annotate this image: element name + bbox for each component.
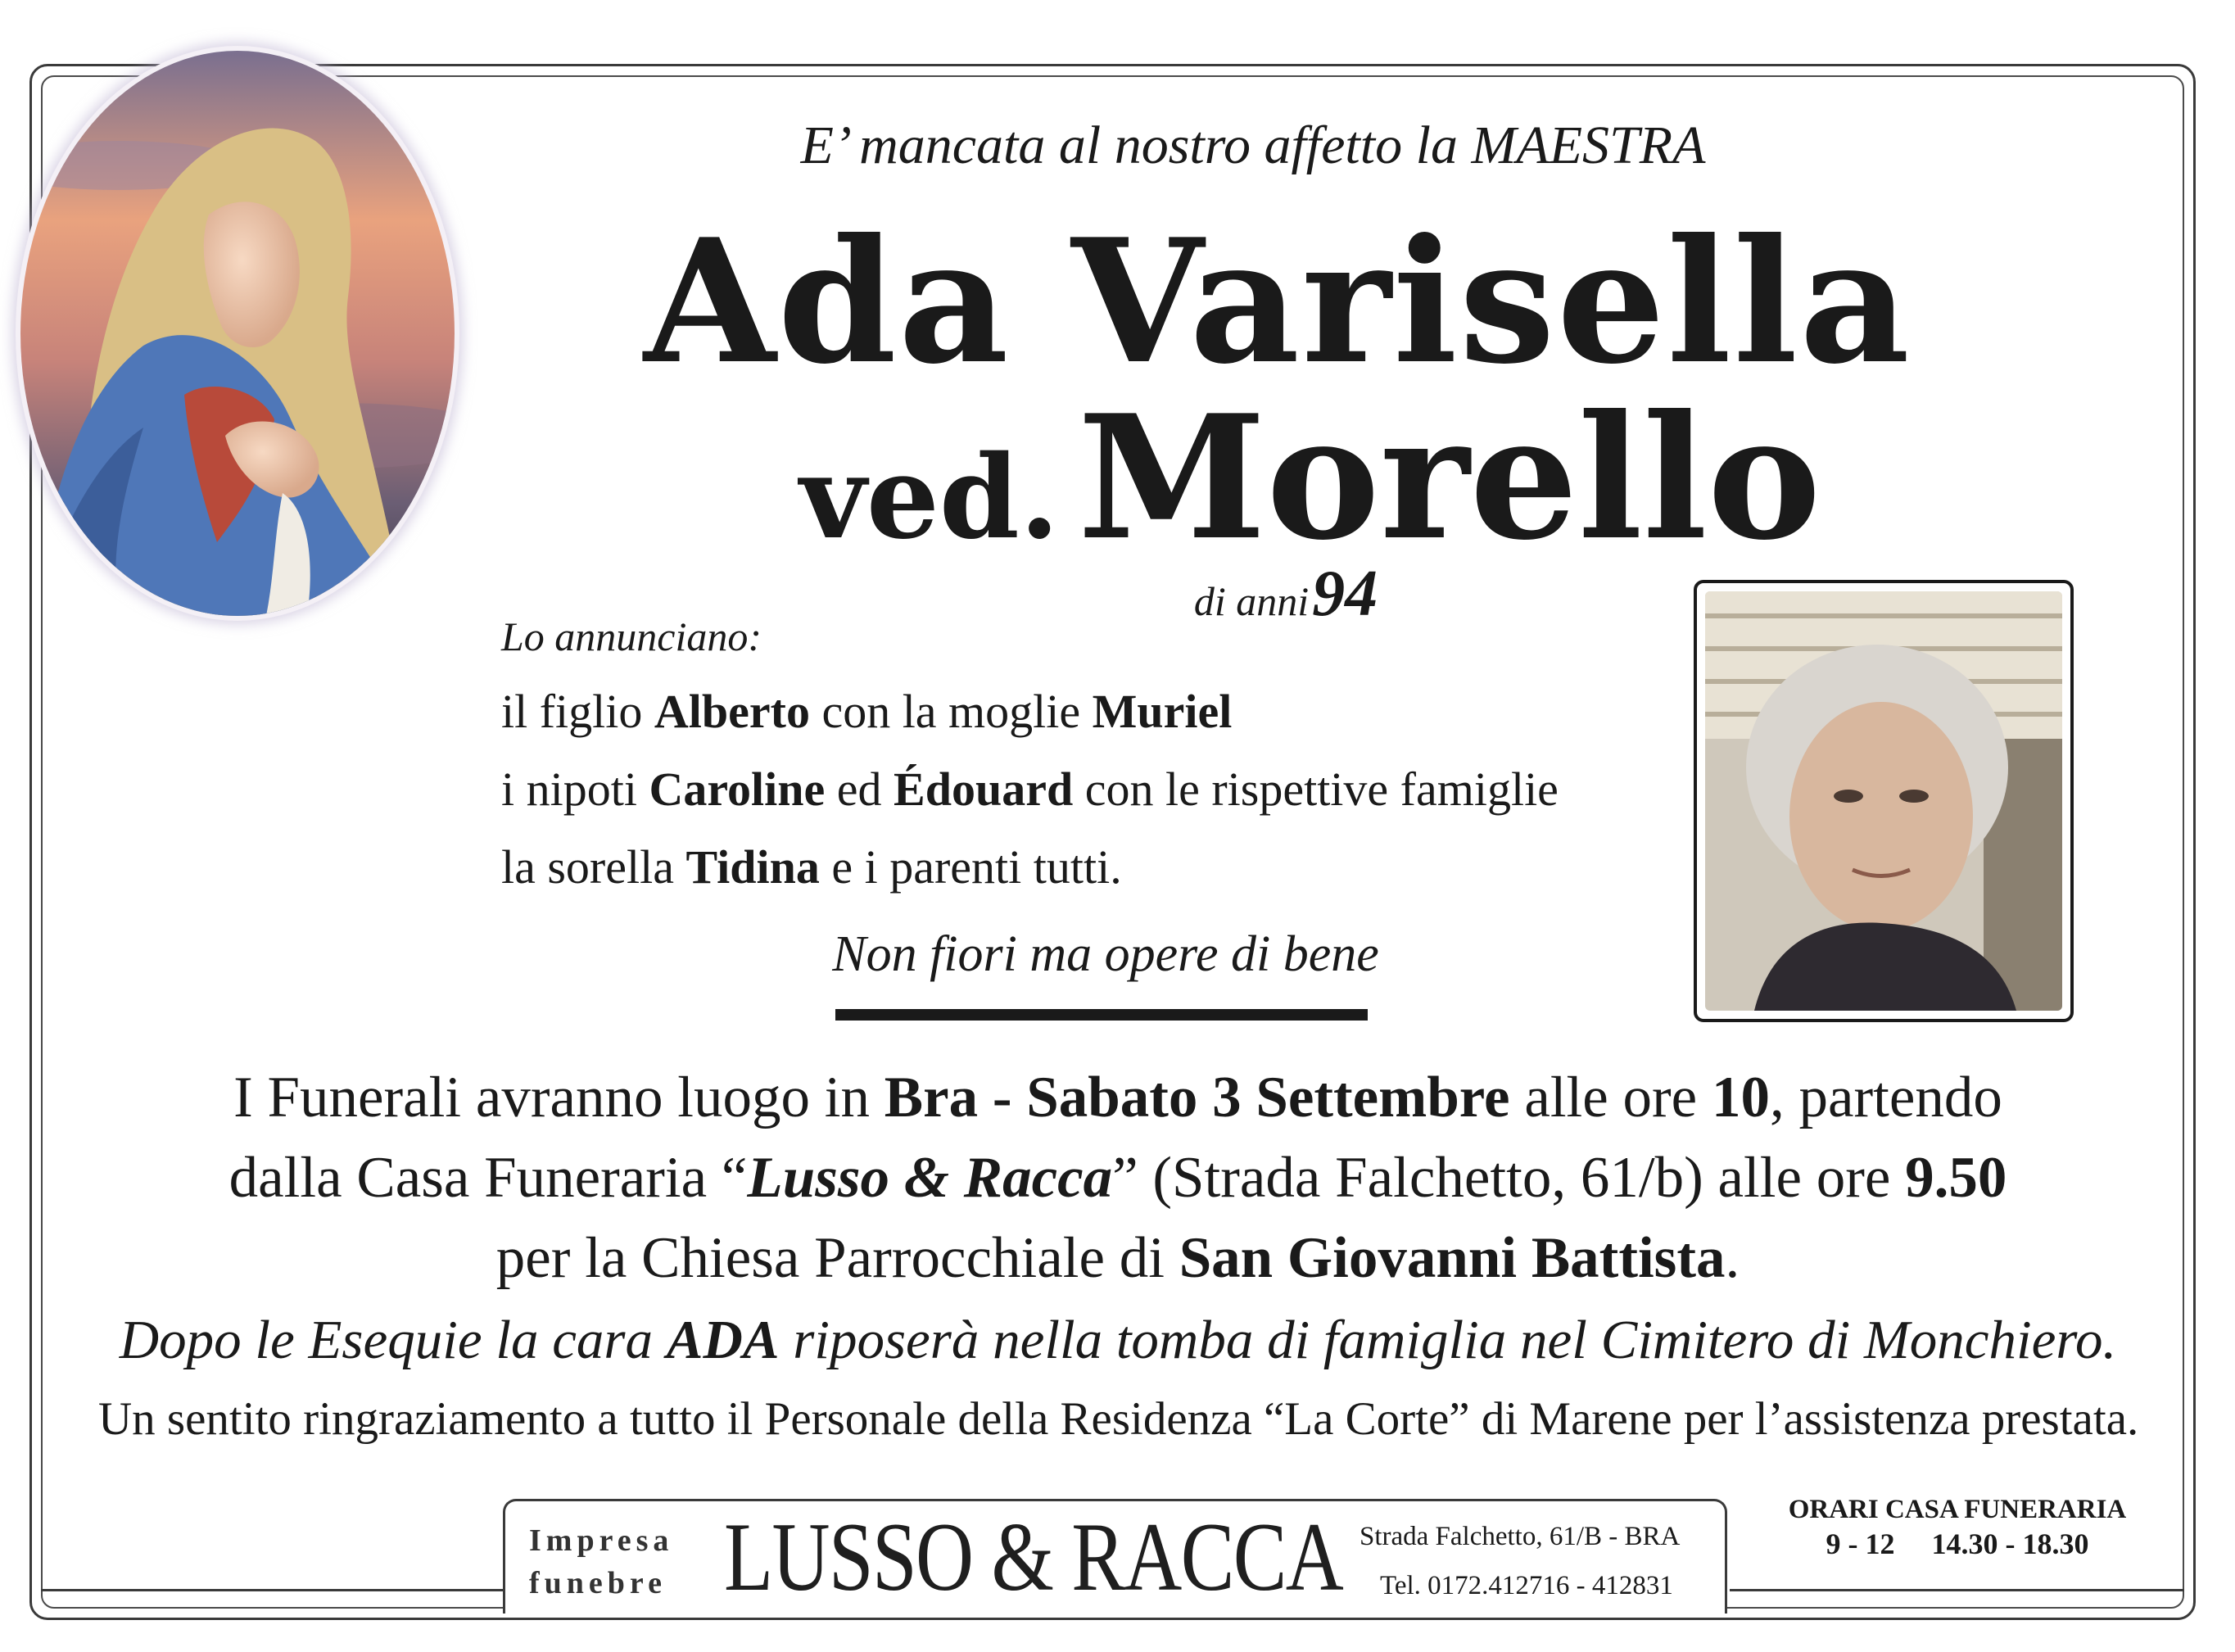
madonna-image [20,51,455,616]
no-flowers-text: Non fiori ma opere di bene [832,926,1379,982]
text-run: con la moglie [809,685,1093,738]
funeral-home-brand: LUSSO & RACCA [724,1502,1343,1611]
funeral-line [98,1145,2138,1211]
announcers-label: Lo annunciano: [501,613,762,659]
funeral-home-address: Strada Falchetto, 61/B - BRA [1360,1522,1681,1551]
footer-rule-left [41,1589,504,1591]
portrait-photo [1694,580,2074,1022]
text-run: per la Chiesa Parrocchiale di [495,1226,1179,1290]
bold-run: San Giovanni Battista [1179,1226,1726,1290]
funeral-line [98,1225,2138,1292]
text-run: I Funerali avranno luogo in [233,1066,884,1129]
family-line [501,684,1232,739]
text-run: ed [825,763,894,816]
thanks-text: Un sentito ringraziamento a tutto il Personale della Residenza “La Corte” di Marene per l’assistenza prestata. [98,1393,2139,1445]
text-run: Dopo le Esequie la cara [119,1310,667,1370]
age-label: di anni [1193,578,1310,624]
footer-rule-right [1730,1589,2184,1591]
impresa-label: Impresa funebre [529,1523,674,1600]
ved-label: ved. [799,431,1060,565]
hours-values: 9 - 12 14.30 - 18.30 [1826,1528,2089,1560]
text-run: . [1725,1226,1740,1290]
intro-text: E’ mancata al nostro affetto la MAESTRA [800,115,1706,175]
bold-run: Tidina [685,840,820,894]
deceased-married-name [655,378,1966,578]
age-value: 94 [1312,558,1378,630]
funeral-home-phone: Tel. 0172.412716 - 412831 [1380,1571,1673,1600]
bold-run: 9.50 [1905,1146,2007,1210]
funeral-line [98,1065,2138,1131]
hours-title: ORARI CASA FUNERARIA [1788,1495,2127,1524]
text-run: il figlio [501,685,654,738]
text-run: e i parenti tutti. [819,840,1122,894]
bold-run: 10 [1711,1066,1770,1129]
text-run: la sorella [501,840,686,894]
burial-text [98,1309,2138,1372]
age [1114,558,1458,630]
text-run: alle ore [1509,1066,1712,1129]
text-run: i nipoti [501,763,649,816]
text-run: , partendo [1769,1066,2002,1129]
family-line [501,762,1559,817]
bold-run: Muriel [1092,685,1233,738]
family-line [501,840,1122,894]
deceased-name: Ada Varisella [644,202,1912,402]
text-run: dalla Casa Funeraria “ [228,1146,748,1210]
text-run: riposerà nella tomba di famiglia nel Cimitero di Monchiero. [779,1310,2117,1370]
divider [835,1009,1368,1021]
text-run: ” (Strada Falchetto, 61/b) alle ore [1112,1146,1906,1210]
bold-run: Bra - Sabato 3 Settembre [884,1066,1510,1129]
surname: Morello [1077,378,1821,578]
bold-run: Caroline [649,763,826,816]
bold-run: Lusso & Racca [747,1146,1113,1210]
bold-run: ADA [666,1310,780,1370]
bold-run: Alberto [654,685,810,738]
text-run: con le rispettive famiglie [1073,763,1559,816]
bold-run: Édouard [894,763,1074,816]
